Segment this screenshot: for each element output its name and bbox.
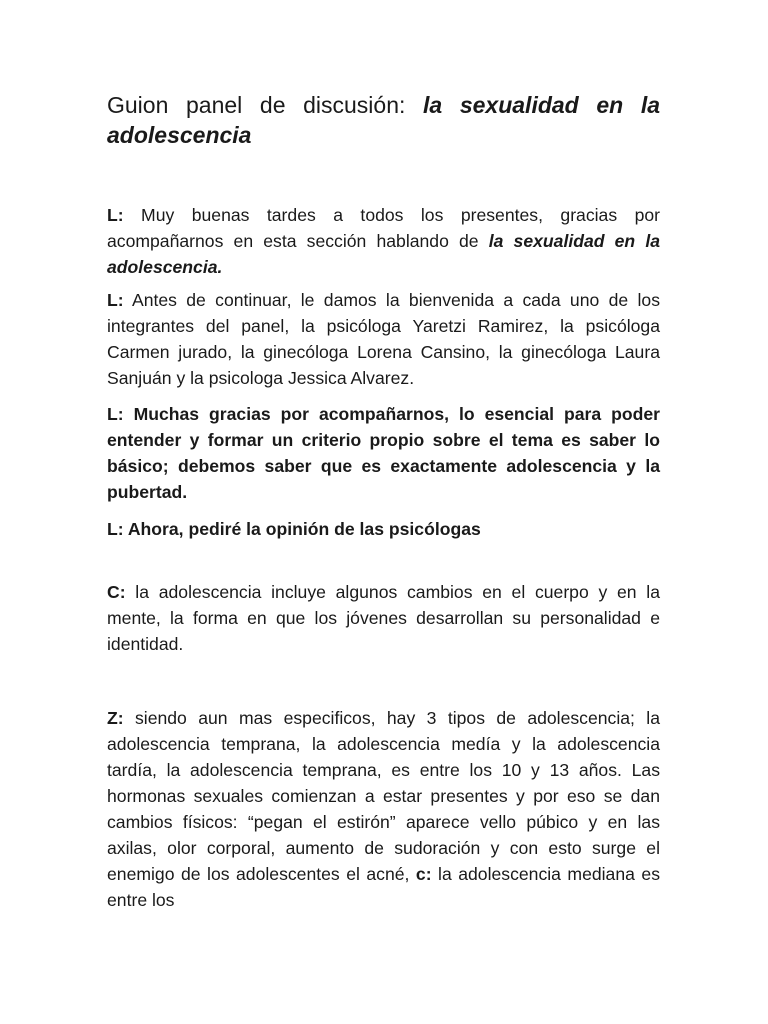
speaker-label: Z: — [107, 708, 124, 728]
speaker-label: L: — [107, 519, 124, 539]
paragraph-basics — [107, 401, 660, 505]
paragraph-emphasis: la sexualidad en la adolescencia. — [107, 231, 660, 277]
paragraph-text: Muy buenas tardes a todos los presentes, gracias por acompañarnos en esta sección hablando de — [107, 205, 660, 251]
paragraph-introductions — [107, 287, 660, 391]
paragraph-text: siendo aun mas especificos, hay 3 tipos de adolescencia; la adolescencia temprana, la adolescencia medía y la adolescencia tardía, la adolescencia temprana, es entre los 10 y 13 años. Las hormonas sexuales comienzan a estar presentes y por eso se dan cambios físicos: “pegan el estirón” aparece vello púbico y en las axilas, olor corporal, aumento de sudoración y con esto surge el enemigo de los adolescentes el acné, — [107, 708, 660, 884]
speaker-label-inline: c: — [415, 864, 432, 884]
paragraph-text-continued: la adolescencia mediana es entre los — [107, 864, 660, 910]
title-prefix: Guion panel de discusión: — [107, 92, 424, 118]
speaker-label: C: — [107, 582, 126, 602]
speaker-label: L: — [107, 205, 124, 225]
paragraph-text: Antes de continuar, le damos la bienvenida a cada uno de los integrantes del panel, la psicóloga Yaretzi Ramirez, la psicóloga Carmen jurado, la ginecóloga Lorena Cansino, la ginecóloga Laura Sanjuán y la psicologa Jessica Alvarez. — [107, 290, 660, 388]
paragraph-adolescence-definition — [107, 579, 660, 657]
paragraph-text: Muchas gracias por acompañarnos, lo esencial para poder entender y formar un criterio propio sobre el tema es saber lo básico; debemos saber que es exactamente adolescencia y la pubertad. — [107, 404, 660, 502]
title-topic: la sexualidad en la adolescencia — [107, 92, 661, 148]
paragraph-welcome — [107, 202, 660, 280]
paragraph-text: Ahora, pediré la opinión de las psicólogas — [123, 519, 481, 539]
paragraph-text: la adolescencia incluye algunos cambios en el cuerpo y en la mente, la forma en que los jóvenes desarrollan su personalidad e identidad. — [107, 582, 660, 654]
speaker-label: L: — [107, 404, 124, 424]
document-title — [107, 90, 660, 150]
paragraph-psychologists-opinion — [107, 516, 660, 542]
paragraph-adolescence-types — [107, 705, 660, 913]
speaker-label: L: — [107, 290, 124, 310]
